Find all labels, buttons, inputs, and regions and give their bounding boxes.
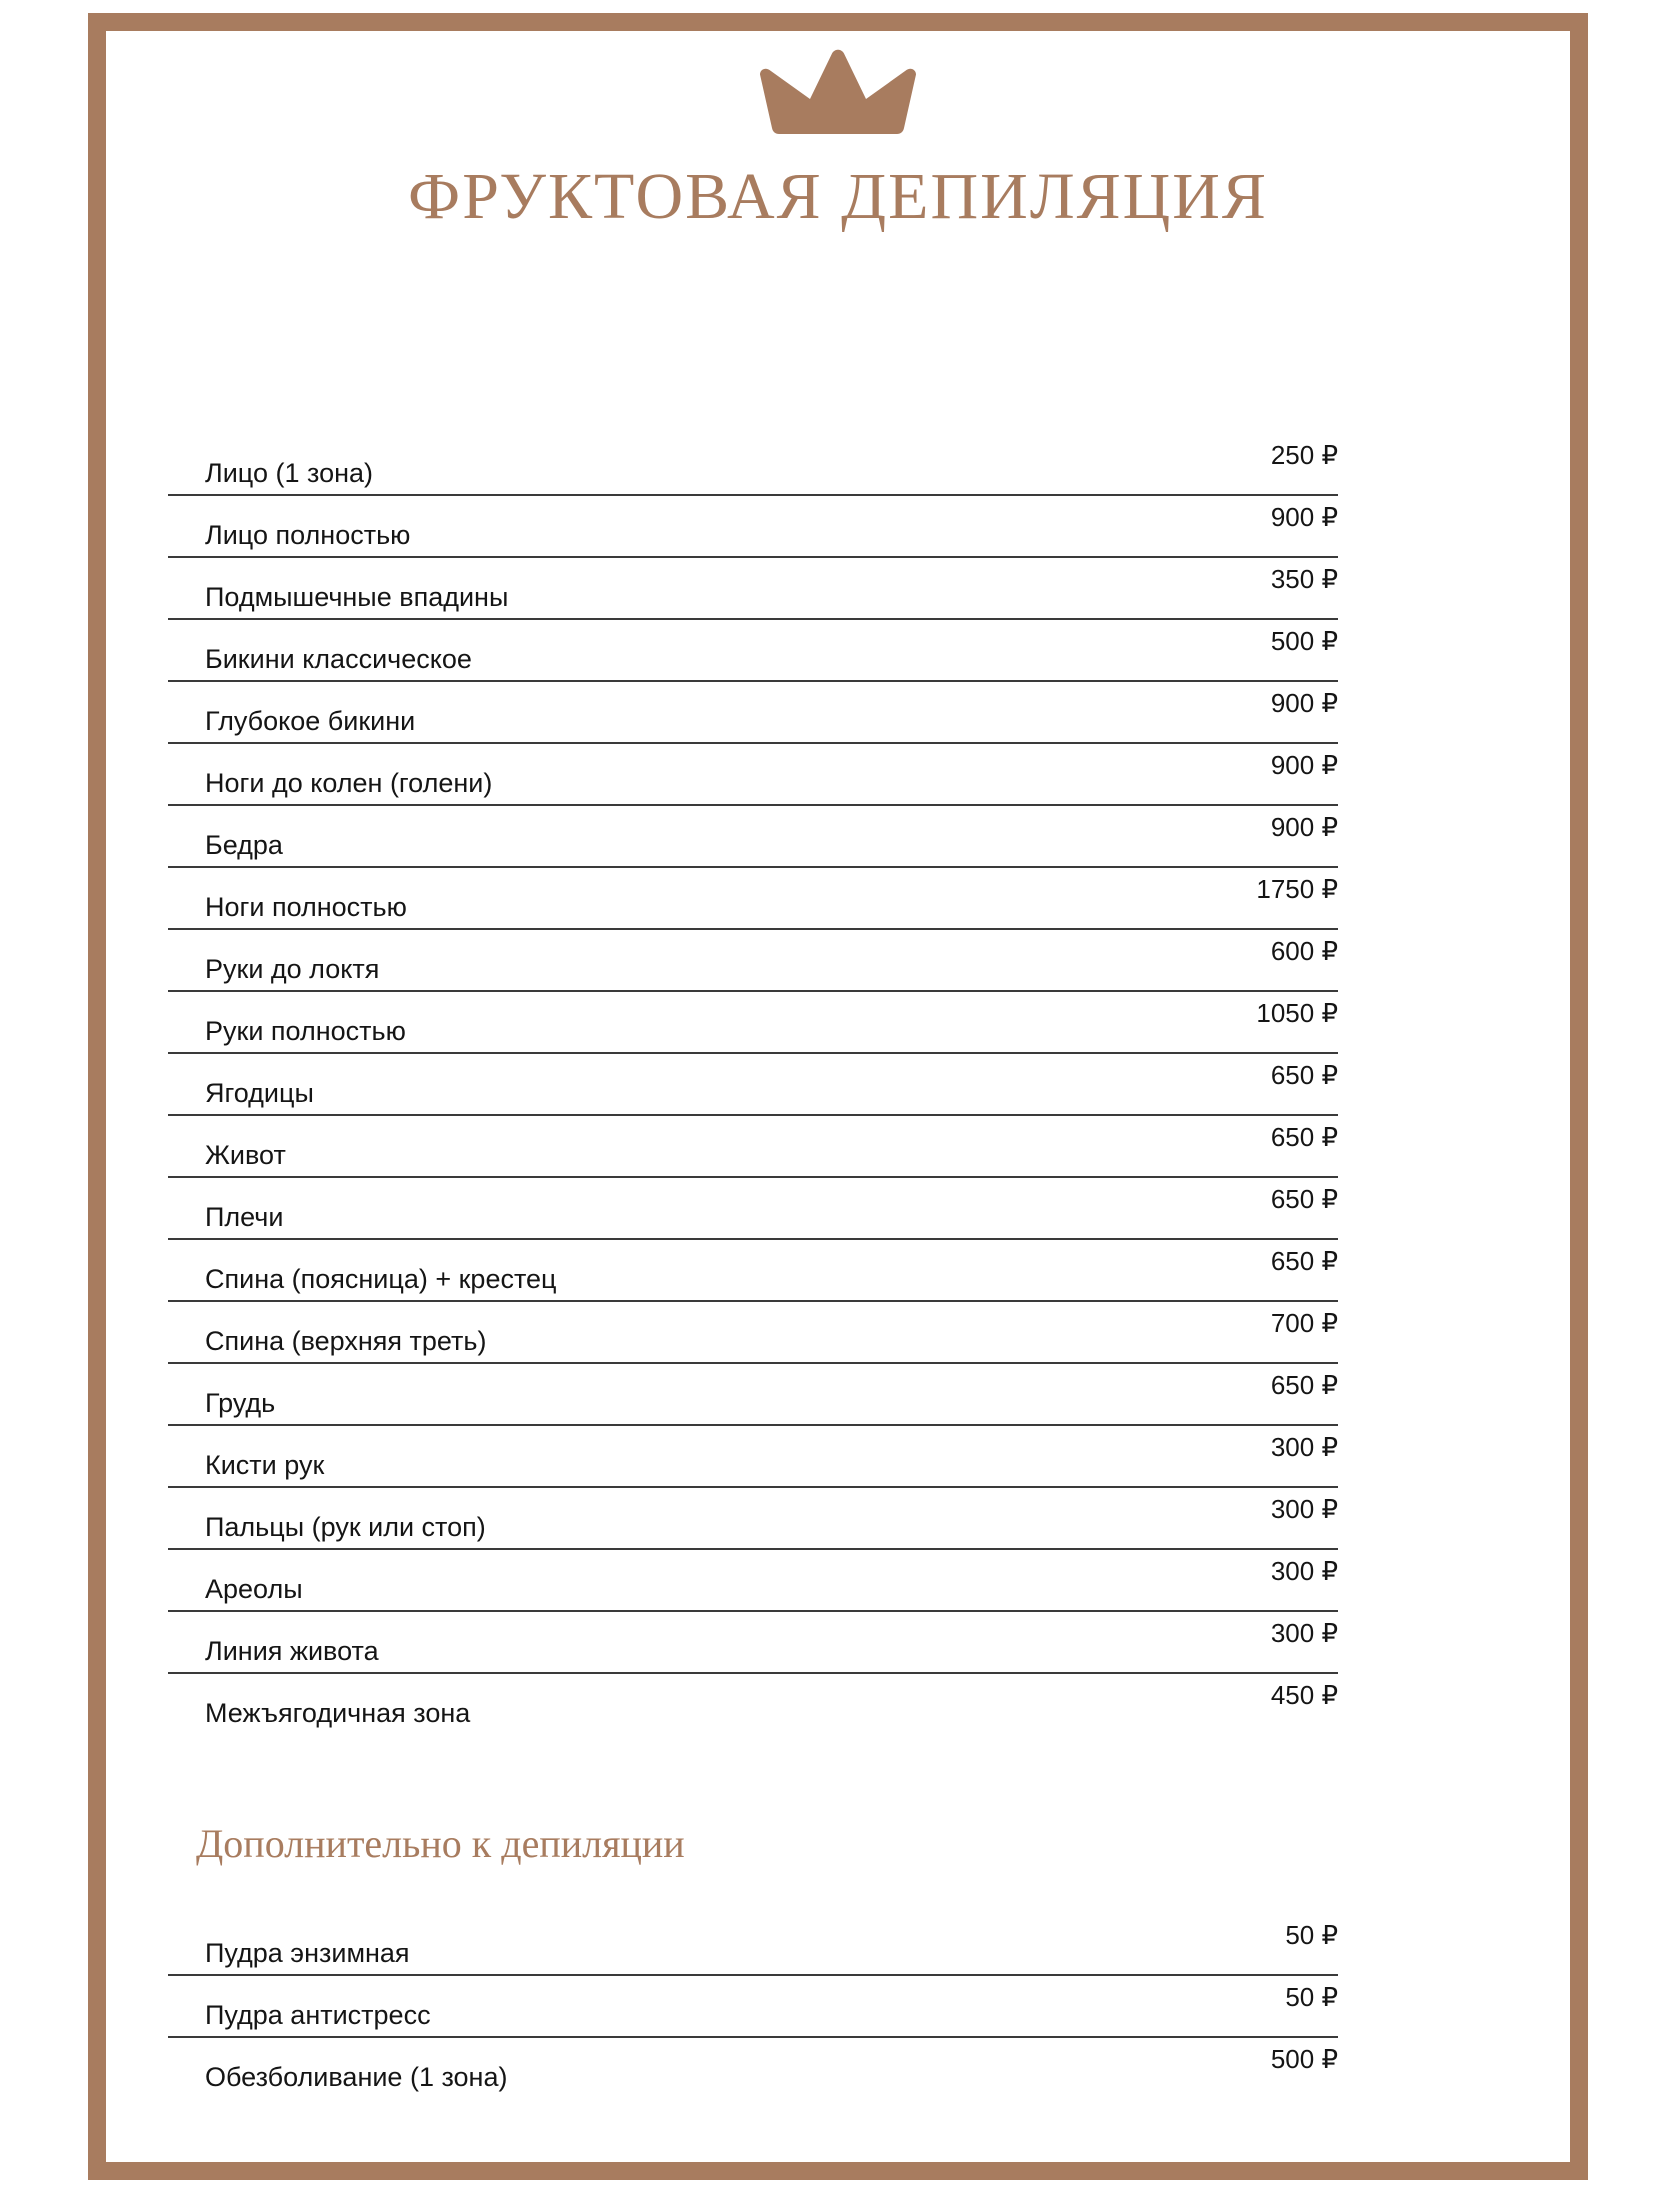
service-name: Обезболивание (1 зона) [205,2062,508,2092]
table-row [168,496,1338,558]
extra-section-heading: Дополнительно к депиляции [196,1821,685,1866]
table-row [168,1914,1338,1976]
service-price: 600 ₽ [1270,936,1338,966]
table-row [168,682,1338,744]
service-name: Плечи [205,1202,284,1232]
service-price: 450 ₽ [1270,1680,1338,1710]
service-name: Пальцы (рук или стоп) [205,1512,486,1542]
table-row [168,868,1338,930]
service-price: 650 ₽ [1270,1060,1338,1090]
service-name: Линия живота [205,1636,379,1666]
service-name: Бедра [205,830,283,860]
service-name: Грудь [205,1388,276,1418]
table-row [168,992,1338,1054]
service-name: Пудра энзимная [205,1938,410,1968]
service-price: 500 ₽ [1270,626,1338,656]
service-price: 1750 ₽ [1256,874,1338,904]
service-price: 650 ₽ [1270,1370,1338,1400]
service-price: 900 ₽ [1270,502,1338,532]
table-row [168,1550,1338,1612]
service-price: 50 ₽ [1285,1982,1338,2012]
table-row [168,1302,1338,1364]
table-row [168,2038,1338,2098]
service-price: 900 ₽ [1270,812,1338,842]
service-name: Межъягодичная зона [205,1698,471,1728]
service-price: 900 ₽ [1270,688,1338,718]
service-price: 900 ₽ [1270,750,1338,780]
main-price-table [168,434,1338,1734]
service-name: Спина (поясница) + крестец [205,1264,557,1294]
service-name: Пудра антистресс [205,2000,431,2030]
service-name: Руки до локтя [205,954,380,984]
service-price: 650 ₽ [1270,1184,1338,1214]
service-price: 300 ₽ [1270,1618,1338,1648]
table-row [168,558,1338,620]
table-row [168,806,1338,868]
service-price: 650 ₽ [1270,1246,1338,1276]
service-name: Подмышечные впадины [205,582,509,612]
table-row [168,620,1338,682]
service-name: Лицо (1 зона) [205,458,373,488]
service-price: 50 ₽ [1285,1920,1338,1950]
table-row [168,1178,1338,1240]
table-row [168,1976,1338,2038]
service-name: Кисти рук [205,1450,325,1480]
service-name: Бикини классическое [205,644,472,674]
service-name: Руки полностью [205,1016,406,1046]
service-name: Живот [205,1140,286,1170]
table-row [168,1364,1338,1426]
table-row [168,1054,1338,1116]
service-name: Ноги полностью [205,892,407,922]
extra-price-table [168,1914,1338,2098]
service-name: Глубокое бикини [205,706,416,736]
service-price: 500 ₽ [1270,2044,1338,2074]
service-price: 250 ₽ [1270,440,1338,470]
table-row [168,1116,1338,1178]
service-name: Ноги до колен (голени) [205,768,493,798]
table-row [168,744,1338,806]
table-row [168,930,1338,992]
service-name: Ягодицы [205,1078,314,1108]
page-header [118,40,1558,233]
table-row [168,1240,1338,1302]
service-price: 700 ₽ [1270,1308,1338,1338]
table-row [168,1612,1338,1674]
page-title: ФРУКТОВАЯ ДЕПИЛЯЦИЯ [408,160,1268,233]
service-price: 300 ₽ [1270,1556,1338,1586]
service-price: 1050 ₽ [1256,998,1338,1028]
service-price: 650 ₽ [1270,1122,1338,1152]
service-price: 300 ₽ [1270,1432,1338,1462]
service-name: Спина (верхняя треть) [205,1326,487,1356]
service-name: Лицо полностью [205,520,411,550]
table-row [168,1426,1338,1488]
table-row [168,1488,1338,1550]
service-price: 300 ₽ [1270,1494,1338,1524]
table-row [168,434,1338,496]
service-name: Ареолы [205,1574,303,1604]
table-row [168,1674,1338,1734]
service-price: 350 ₽ [1270,564,1338,594]
crown-icon [118,40,1558,136]
